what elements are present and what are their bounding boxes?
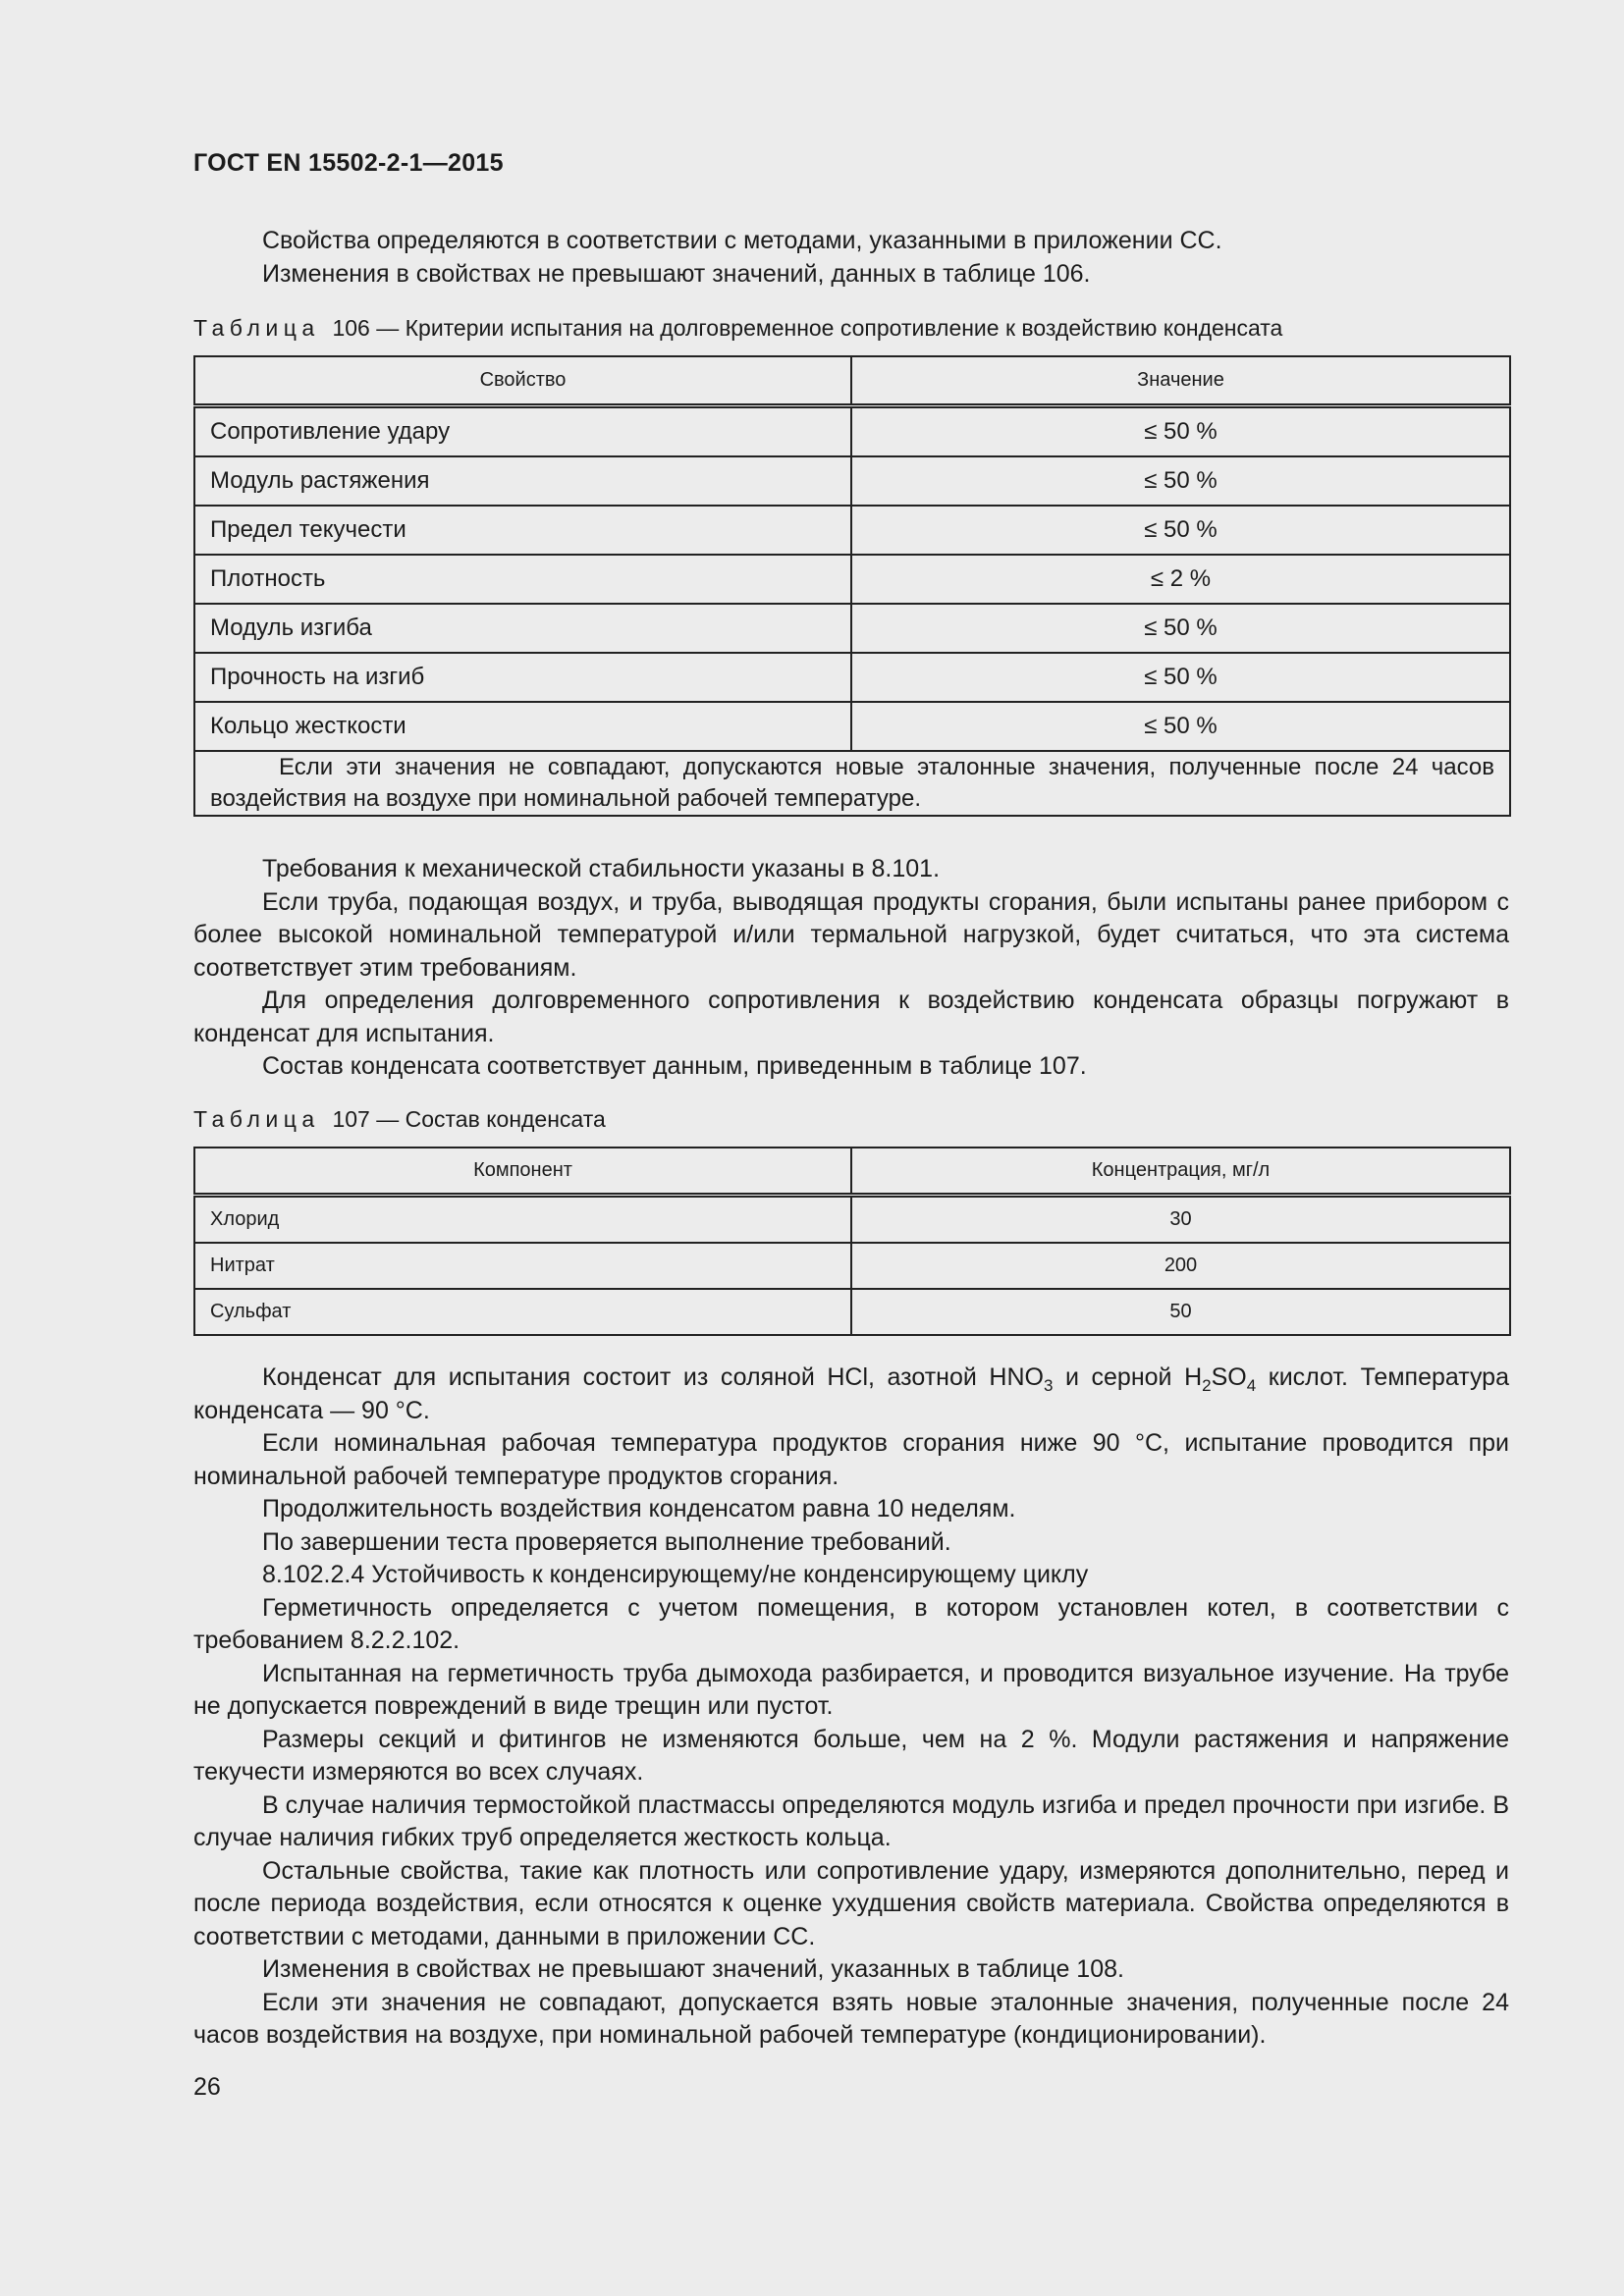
paragraph: Для определения долговременного сопротивления к воздействию конденсата образцы погружают в конденсат для испытания. (193, 987, 1509, 1047)
column-header: Компонент (194, 1148, 851, 1196)
table-106-caption (193, 315, 1282, 342)
table-row (194, 1196, 1510, 1244)
table-header-row (194, 1148, 1510, 1196)
column-header: Значение (851, 356, 1510, 406)
column-header: Свойство (194, 356, 851, 406)
caption-word: Таблица (193, 1106, 320, 1132)
property-cell: Предел текучести (194, 506, 851, 555)
concentration-cell: 50 (851, 1289, 1510, 1335)
component-cell: Хлорид (194, 1196, 851, 1244)
paragraph: Изменения в свойствах не превышают значений, указанных в таблице 108. (262, 1955, 1124, 1983)
concentration-cell: 30 (851, 1196, 1510, 1244)
paragraph: Если номинальная рабочая температура продуктов сгорания ниже 90 °С, испытание проводится при номинальной рабочей температуре продуктов сгорания. (193, 1429, 1509, 1490)
table-row (194, 702, 1510, 751)
table-header-row (194, 356, 1510, 406)
property-cell: Плотность (194, 555, 851, 604)
table-row (194, 1289, 1510, 1335)
table-note-row (194, 751, 1510, 816)
table-106 (193, 355, 1511, 817)
paragraph: По завершении теста проверяется выполнение требований. (262, 1527, 951, 1556)
table-note-text: Если эти значения не совпадают, допускаются новые эталонные значения, полученные после 24 часов воздействия на воздухе при номинальной рабочей температуре. (210, 754, 1494, 812)
property-cell: Прочность на изгиб (194, 653, 851, 702)
property-cell: Модуль растяжения (194, 456, 851, 506)
paragraph: Остальные свойства, такие как плотность или сопротивление удару, измеряются дополнительно, перед и после периода воздействия, если относятся к оценке ухудшения свойств материала. Свойства определяются в соответствии с методами, данными в приложении СС. (193, 1856, 1509, 1950)
paragraph: Герметичность определяется с учетом помещения, в котором установлен котел, в соответствии с требованием 8.2.2.102. (193, 1593, 1509, 1654)
table-row (194, 456, 1510, 506)
final-paragraphs (193, 1362, 1509, 2053)
property-cell: Кольцо жесткости (194, 702, 851, 751)
property-cell: Сопротивление удару (194, 406, 851, 457)
paragraph: Состав конденсата соответствует данным, приведенным в таблице 107. (262, 1052, 1087, 1080)
paragraph: В случае наличия термостойкой пластмассы определяются модуль изгиба и предел прочности при изгибе. В случае наличия гибких труб определяется жесткость кольца. (193, 1790, 1509, 1851)
component-cell: Сульфат (194, 1289, 851, 1335)
paragraph-condensate: Конденсат для испытания состоит из соляной HCl, азотной $HNO_3$ и серной $H_2SO_4$ кислот. Температура конденсата — 90 °С. (193, 1363, 1509, 1424)
table-107-caption (193, 1106, 606, 1133)
caption-text: 107 — Состав конденсата (332, 1106, 606, 1132)
page-number: 26 (193, 2073, 221, 2101)
paragraph: Испытанная на герметичность труба дымохода разбирается, и проводится визуальное изучение. На трубе не допускается повреждений в виде трещин или пустот. (193, 1659, 1509, 1720)
paragraph: Если труба, подающая воздух, и труба, выводящая продукты сгорания, были испытаны ранее прибором с более высокой номинальной температурой и/или термальной нагрузкой, будет считаться, что эта система соответствует этим требованиям. (193, 887, 1509, 982)
table-note (194, 751, 1510, 816)
value-cell: ≤ 50 % (851, 456, 1510, 506)
value-cell: ≤ 50 % (851, 604, 1510, 653)
property-cell: Модуль изгиба (194, 604, 851, 653)
value-cell: ≤ 2 % (851, 555, 1510, 604)
table-row (194, 555, 1510, 604)
table-row (194, 653, 1510, 702)
paragraph: Продолжительность воздействия конденсатом равна 10 неделям. (262, 1495, 1016, 1522)
paragraph: Размеры секций и фитингов не изменяются больше, чем на 2 %. Модули растяжения и напряжение текучести измеряются во всех случаях. (193, 1725, 1509, 1786)
caption-text: 106 — Критерии испытания на долговременное сопротивление к воздействию конденсата (332, 315, 1283, 341)
column-header: Концентрация, мг/л (851, 1148, 1510, 1196)
paragraph: Изменения в свойствах не превышают значений, данных в таблице 106. (262, 259, 1091, 288)
table-row (194, 1243, 1510, 1289)
concentration-cell: 200 (851, 1243, 1510, 1289)
table-row (194, 604, 1510, 653)
middle-paragraphs (193, 853, 1509, 1084)
value-cell: ≤ 50 % (851, 506, 1510, 555)
value-cell: ≤ 50 % (851, 406, 1510, 457)
caption-word: Таблица (193, 315, 320, 341)
table-107 (193, 1147, 1511, 1336)
component-cell: Нитрат (194, 1243, 851, 1289)
value-cell: ≤ 50 % (851, 702, 1510, 751)
value-cell: ≤ 50 % (851, 653, 1510, 702)
table-row (194, 406, 1510, 457)
table-row (194, 506, 1510, 555)
section-heading: 8.102.2.4 Устойчивость к конденсирующему/не конденсирующему циклу (262, 1561, 1089, 1588)
paragraph: Свойства определяются в соответствии с методами, указанными в приложении СС. (262, 227, 1222, 254)
paragraph: Если эти значения не совпадают, допускается взять новые эталонные значения, полученные после 24 часов воздействия на воздухе, при номинальной рабочей температуре (кондиционировании). (193, 1988, 1509, 2049)
paragraph: Требования к механической стабильности указаны в 8.101. (262, 855, 941, 882)
document-code: ГОСТ EN 15502-2-1—2015 (193, 149, 504, 177)
intro-paragraphs (193, 225, 1509, 291)
